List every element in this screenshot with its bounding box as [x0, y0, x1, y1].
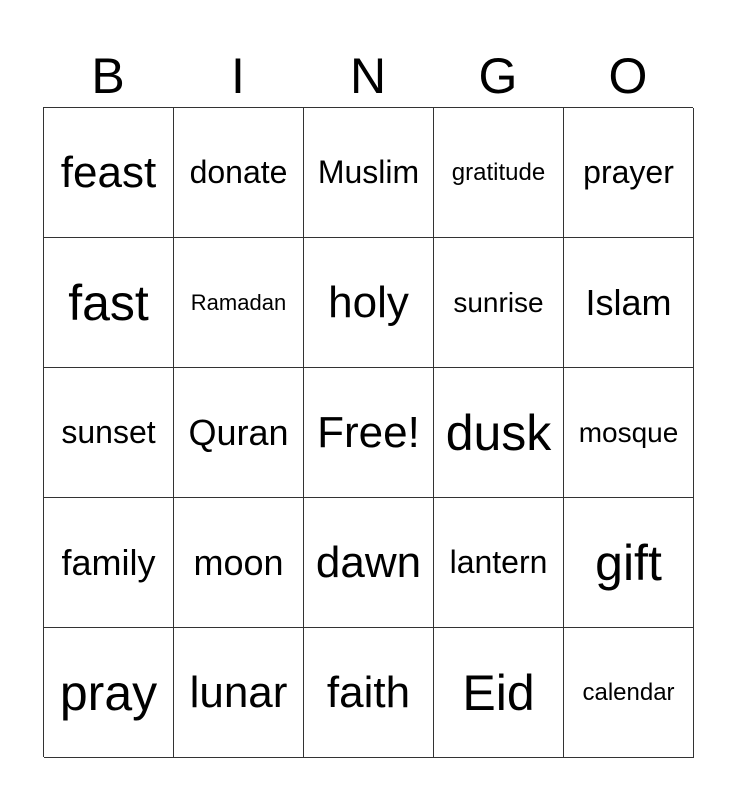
bingo-cell[interactable]: family — [44, 498, 174, 628]
bingo-cell[interactable]: fast — [44, 238, 174, 368]
bingo-cell[interactable]: sunset — [44, 368, 174, 498]
header-letter-i: I — [231, 48, 245, 104]
bingo-cell[interactable]: feast — [44, 108, 174, 238]
bingo-cell[interactable]: Muslim — [304, 108, 434, 238]
free-space-cell[interactable]: Free! — [304, 368, 434, 498]
bingo-cell[interactable]: faith — [304, 628, 434, 758]
bingo-cell[interactable]: lunar — [174, 628, 304, 758]
bingo-cell[interactable]: calendar — [564, 628, 694, 758]
bingo-cell[interactable]: moon — [174, 498, 304, 628]
bingo-board — [43, 107, 693, 757]
bingo-cell[interactable]: Islam — [564, 238, 694, 368]
bingo-cell[interactable]: dusk — [434, 368, 564, 498]
bingo-cell[interactable]: lantern — [434, 498, 564, 628]
bingo-cell[interactable]: Quran — [174, 368, 304, 498]
bingo-cell[interactable]: sunrise — [434, 238, 564, 368]
bingo-cell[interactable]: gratitude — [434, 108, 564, 238]
bingo-cell[interactable]: gift — [564, 498, 694, 628]
bingo-cell[interactable]: dawn — [304, 498, 434, 628]
header-letter-b: B — [91, 48, 125, 104]
bingo-cell[interactable]: mosque — [564, 368, 694, 498]
bingo-cell[interactable]: donate — [174, 108, 304, 238]
header-letter-g: G — [478, 48, 518, 104]
bingo-cell[interactable]: Ramadan — [174, 238, 304, 368]
header-letter-o: O — [608, 48, 648, 104]
bingo-header — [43, 46, 693, 106]
header-letter-n: N — [349, 48, 387, 104]
bingo-cell[interactable]: holy — [304, 238, 434, 368]
bingo-cell[interactable]: pray — [44, 628, 174, 758]
bingo-cell[interactable]: prayer — [564, 108, 694, 238]
bingo-cell[interactable]: Eid — [434, 628, 564, 758]
